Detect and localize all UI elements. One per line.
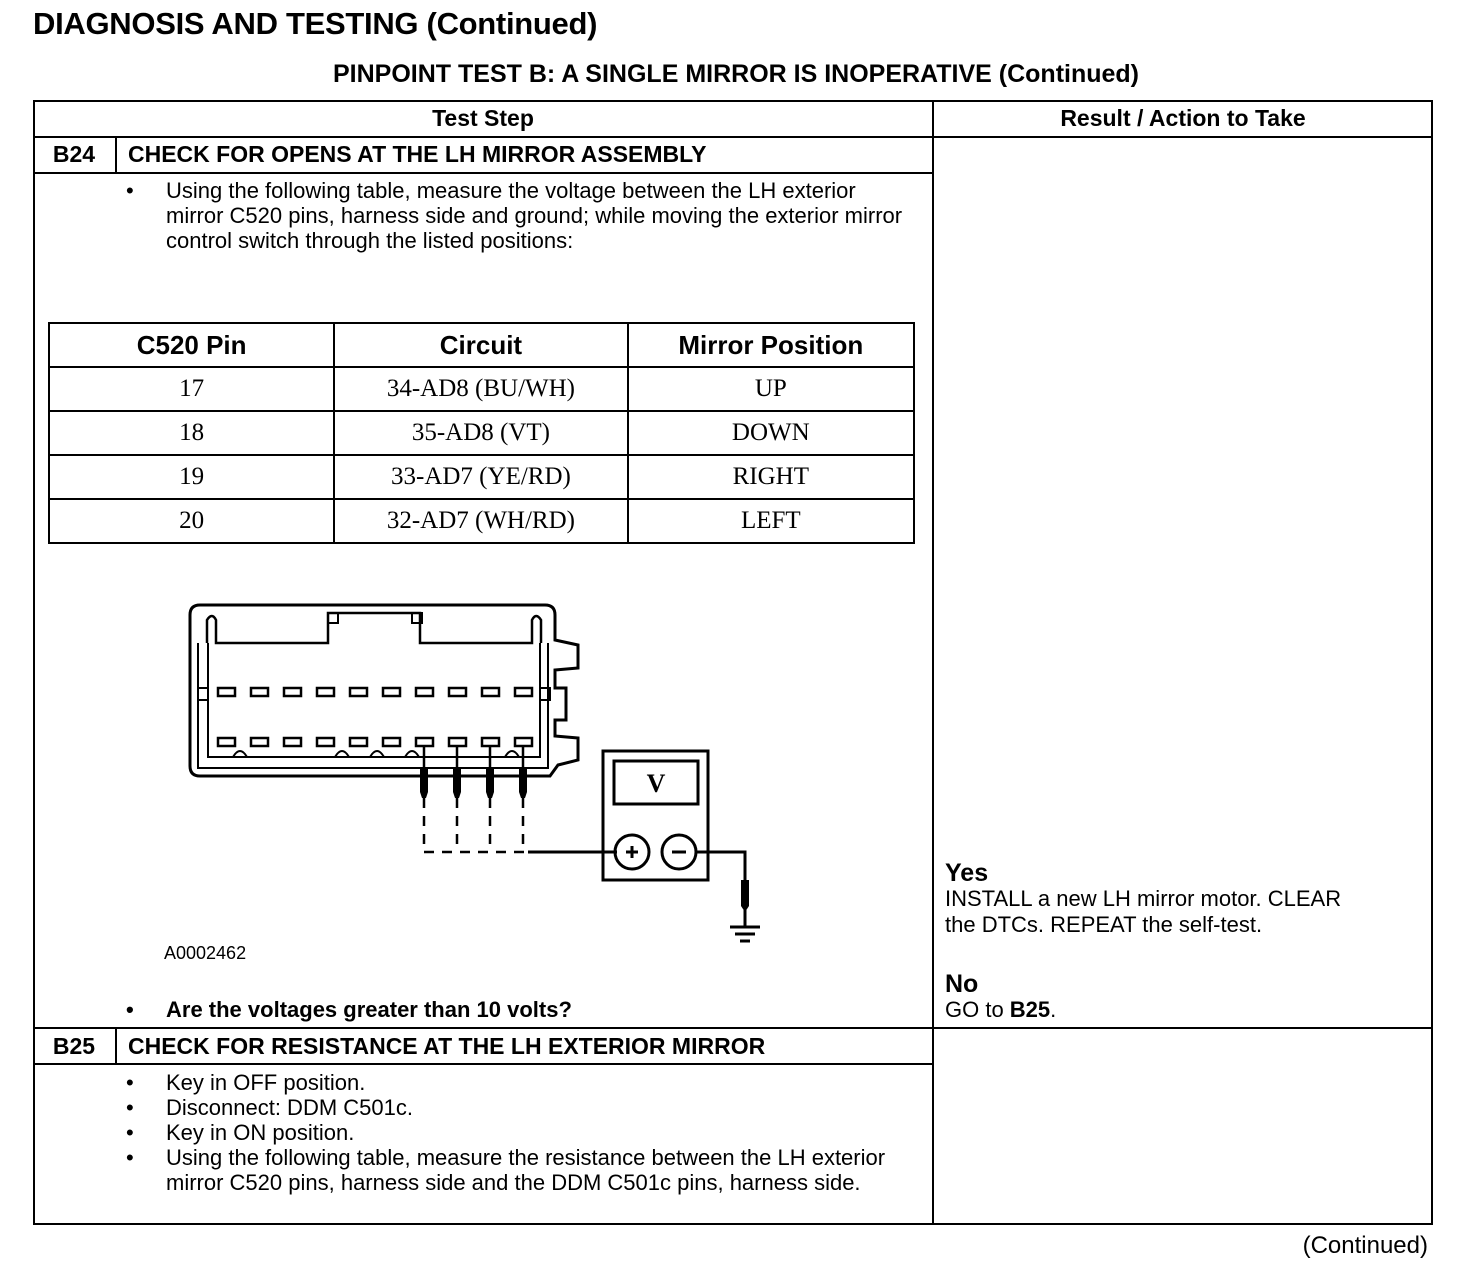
no-action-prefix: GO to [945, 997, 1010, 1022]
position-cell: RIGHT [628, 455, 914, 499]
col-header-mirror-position: Mirror Position [628, 323, 914, 367]
position-cell: LEFT [628, 499, 914, 543]
step-title-b24: CHECK FOR OPENS AT THE LH MIRROR ASSEMBLY [128, 141, 707, 167]
pin-cell: 19 [49, 455, 334, 499]
continued-footer: (Continued) [1302, 1232, 1428, 1259]
header-test-step: Test Step [432, 105, 534, 131]
lower-pin-row [218, 738, 532, 746]
instruction-item: • Using the following table, measure the voltage between the LH exterior mirror C520 pins, harness side and ground; while moving the exterior mirror control switch through the listed positions: [126, 178, 906, 253]
header-result-action: Result / Action to Take [1060, 105, 1306, 131]
goto-step-link[interactable]: B25 [1009, 997, 1051, 1022]
figure-id: A0002462 [164, 943, 247, 963]
instruction-item: • Key in OFF position. [126, 1070, 906, 1095]
question-item: • Are the voltages greater than 10 volts? [126, 997, 906, 1022]
pin-cell: 20 [49, 499, 334, 543]
result-yes-action-line1: INSTALL a new LH mirror motor. CLEAR [945, 886, 1342, 911]
meter-label: V [646, 769, 666, 798]
position-cell: DOWN [628, 411, 914, 455]
pin-cell: 18 [49, 411, 334, 455]
circuit-cell: 32-AD7 (WH/RD) [334, 499, 627, 543]
b24-question [126, 997, 906, 1022]
col-header-pin: C520 Pin [49, 323, 334, 367]
circuit-cell: 33-AD7 (YE/RD) [334, 455, 627, 499]
instruction-item: • Key in ON position. [126, 1120, 906, 1145]
step-id-b24: B24 [52, 141, 96, 167]
page-title: DIAGNOSIS AND TESTING (Continued) [33, 6, 598, 41]
voltmeter-icon [603, 751, 708, 880]
no-action-suffix: . [1050, 997, 1057, 1022]
probe-leads [420, 746, 617, 852]
result-no-action [945, 997, 1056, 1023]
step-title-b25: CHECK FOR RESISTANCE AT THE LH EXTERIOR MIRROR [128, 1033, 766, 1059]
circuit-cell: 35-AD8 (VT) [334, 411, 627, 455]
result-yes [945, 860, 1341, 938]
instruction-item: • Using the following table, measure the resistance between the LH exterior mirror C520 pins, harness side and the DDM C501c pins, harness side. [126, 1145, 906, 1195]
result-yes-label: Yes [945, 859, 989, 887]
pin-cell: 17 [49, 367, 334, 411]
instruction-item: • Disconnect: DDM C501c. [126, 1095, 906, 1120]
circuit-cell: 34-AD8 (BU/WH) [334, 367, 627, 411]
ground-icon [696, 852, 760, 941]
step-id-b25: B25 [52, 1033, 96, 1059]
b25-instructions [126, 1070, 906, 1195]
position-cell: UP [628, 367, 914, 411]
result-no [945, 971, 1056, 1023]
c520-connector-icon [190, 605, 578, 776]
col-header-circuit: Circuit [334, 323, 627, 367]
result-no-label: No [945, 970, 979, 998]
pinpoint-test-title: PINPOINT TEST B: A SINGLE MIRROR IS INOPERATIVE (Continued) [332, 60, 1140, 88]
result-yes-action-line2: the DTCs. REPEAT the self-test. [945, 912, 1263, 937]
upper-pin-row [218, 688, 532, 696]
